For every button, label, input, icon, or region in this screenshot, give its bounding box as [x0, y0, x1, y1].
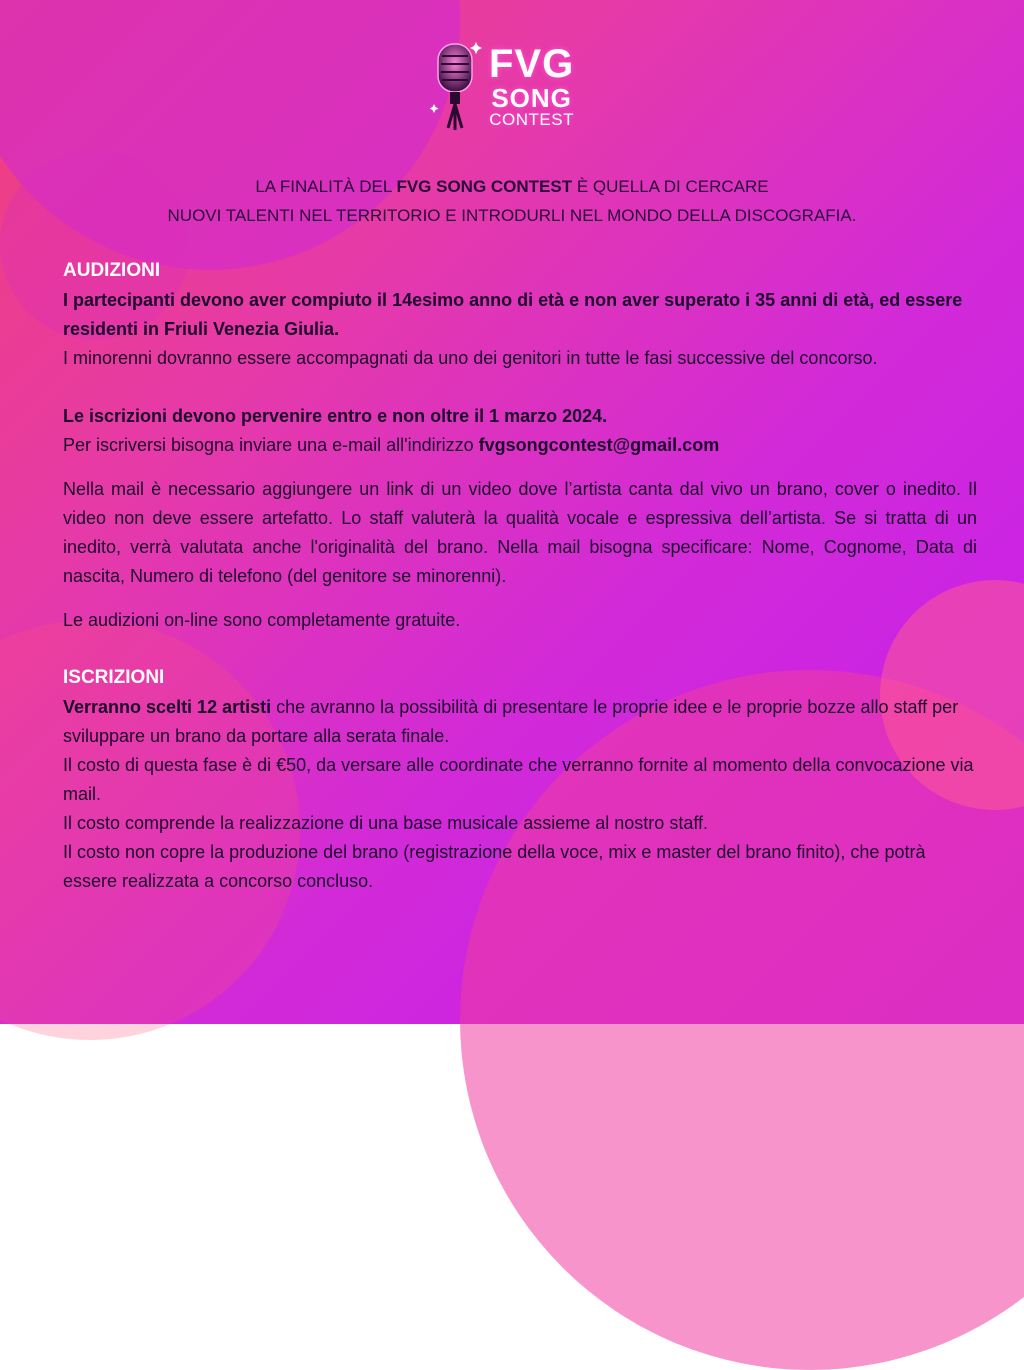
deadline-text: Le iscrizioni devono pervenire entro e non oltre il 1 marzo 2024. — [63, 406, 608, 426]
intro-bold: FVG SONG CONTEST — [396, 177, 573, 196]
section-heading-audizioni: AUDIZIONI — [63, 260, 161, 281]
cost-text: Il costo di questa fase è di €50, da versare alle coordinate che verranno fornite al momento della convocazione via mail. — [63, 755, 974, 804]
selected-rest: che avranno la possibilità di presentare le proprie idee e le proprie bozze allo staff per sviluppare un brano da portare alla serata finale. — [63, 697, 959, 746]
minors-text: I minorenni dovranno essere accompagnati da uno dei genitori in tutte le fasi successive del concorso. — [63, 348, 878, 368]
main-content — [63, 256, 977, 896]
intro-pre: LA FINALITÀ DEL — [255, 177, 397, 196]
intro-line2: NUOVI TALENTI NEL TERRITORIO E INTRODURLI NEL MONDO DELLA DISCOGRAFIA. — [167, 206, 857, 225]
includes-text: Il costo comprende la realizzazione di una base musicale assieme al nostro staff. — [63, 813, 709, 833]
email-instruction — [63, 431, 977, 460]
free-text: Le audizioni on-line sono completamente gratuite. — [63, 610, 461, 630]
excludes-text: Il costo non copre la produzione del brano (registrazione della voce, mix e master del brano finito), che potrà essere realizzata a concorso concluso. — [63, 842, 926, 891]
email-address[interactable]: fvgsongcontest@gmail.com — [478, 435, 720, 455]
logo — [430, 38, 600, 138]
section-heading-iscrizioni: ISCRIZIONI — [63, 667, 165, 688]
logo-text-song: SONG — [491, 83, 572, 113]
intro-post: È QUELLA DI CERCARE — [572, 177, 769, 196]
logo-text-fvg: FVG — [489, 42, 575, 86]
selected-text — [63, 693, 977, 751]
microphone-icon — [430, 38, 486, 138]
requirement-text: I partecipanti devono aver compiuto il 14esimo anno di età e non aver superato i 35 anni di età, ed essere residenti in Friuli Venezia Giulia. — [63, 290, 963, 339]
logo-text-contest: CONTEST — [489, 110, 574, 129]
email-pre: Per iscriversi bisogna inviare una e-mail all'indirizzo — [63, 435, 479, 455]
intro-text — [0, 172, 1024, 230]
video-info-text: Nella mail è necessario aggiungere un link di un video dove l’artista canta dal vivo un brano, cover o inedito. Il video non deve essere artefatto. Lo staff valuterà la qualità vocale e espressiva dell’artista. Se si tratta di un inedito, verrà valutata anche l'originalità del brano. Nella mail bisogna specificare: Nome, Cognome, Data di nascita, Numero di telefono (del genitore se minorenni). — [63, 479, 977, 586]
selected-bold: Verranno scelti 12 artisti — [63, 697, 272, 717]
